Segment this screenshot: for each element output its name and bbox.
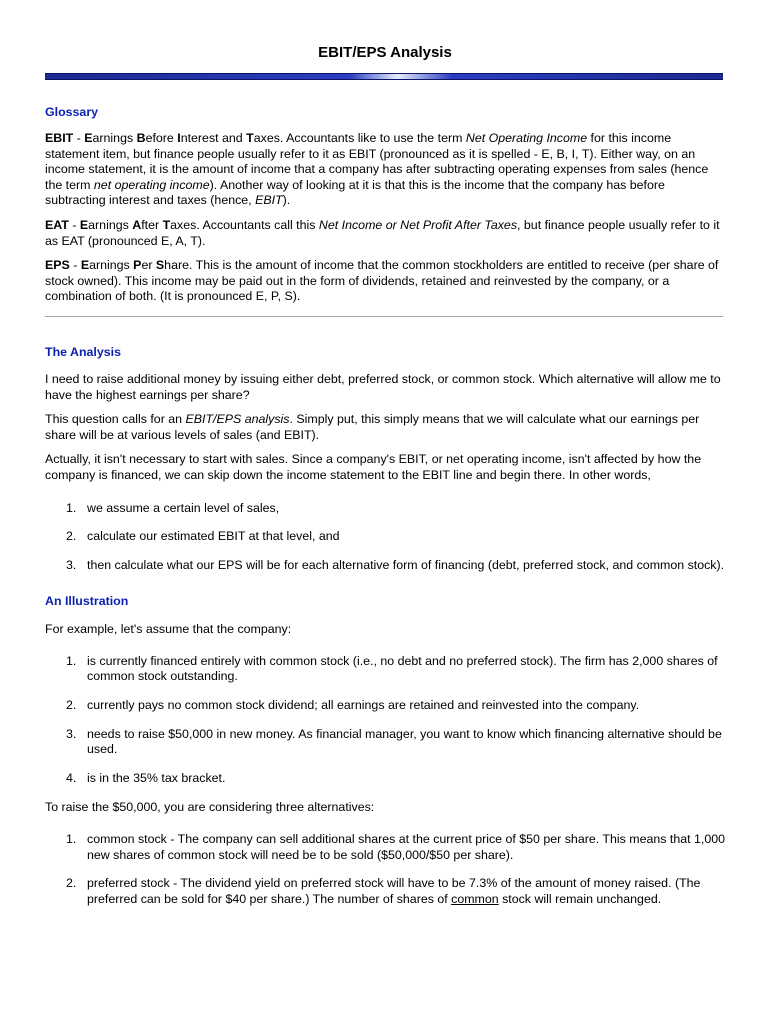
glossary-eps — [45, 258, 725, 305]
list-item — [45, 698, 725, 714]
ebit-term: EBIT — [45, 131, 74, 145]
list-number: 2. — [66, 876, 77, 891]
ebit-sep: - — [73, 131, 85, 145]
list-number: 1. — [66, 832, 77, 847]
eat-term: EAT — [45, 217, 69, 232]
list-text: is in the 35% tax bracket. — [87, 770, 226, 785]
list-text-b: stock will remain unchanged. — [498, 891, 662, 906]
list-text-underlined: common — [451, 891, 499, 906]
ebit-text-2: for this income statement item, but finance people usually refer to it as EBIT (pronounced as it is spelled - E, B, I, T). Either way, on an income statement, it is the amount of income that a company has after subtracting operating expenses from sales (hence the term — [45, 131, 709, 192]
list-number: 1. — [66, 500, 77, 515]
list-text: currently pays no common stock dividend; all earnings are retained and reinvested into the company. — [87, 698, 640, 713]
document-page — [45, 0, 725, 907]
list-text: needs to raise $50,000 in new money. As financial manager, you want to know which financing alternative should be used. — [87, 726, 722, 757]
ebit-text-3: ). Another way of looking at it is that this is the income that the company has before subtracting interest and taxes (hence, — [45, 177, 665, 208]
alternatives-list — [45, 832, 725, 907]
list-item — [45, 654, 725, 685]
list-number: 3. — [66, 557, 77, 572]
eat-rest-2: fter — [141, 217, 163, 232]
illustration-intro: For example, let's assume that the company: — [45, 622, 292, 637]
ebit-rest-2: efore — [145, 131, 178, 145]
section-divider — [45, 316, 723, 317]
ebit-rest-3: nterest and — [180, 131, 247, 145]
analysis-steps-list — [45, 501, 725, 574]
list-number: 2. — [66, 529, 77, 544]
list-item — [45, 771, 725, 787]
ebit-letter-b: B — [136, 131, 146, 145]
eps-rest-3: hare. This is the amount of income that the common stockholders are entitled to receive (per share of stock owned). This income may be paid out in the form of dividends, retained and reinvested by the company, or a combination of both. (It is pronounced E, P, S). — [45, 258, 719, 304]
ebit-em-1: Net Operating Income — [465, 131, 588, 145]
glossary-heading: Glossary — [45, 105, 99, 119]
list-number: 2. — [66, 698, 77, 713]
eat-text-2: , but finance people usually refer to it as EAT (pronounced E, A, T). — [45, 217, 720, 248]
analysis-p2-a: This question calls for an — [45, 412, 186, 427]
glossary-ebit — [45, 131, 725, 209]
list-item — [45, 501, 725, 517]
list-item — [45, 558, 725, 574]
analysis-section — [45, 344, 725, 573]
eat-em-1: Net Income or Net Profit After Taxes — [318, 217, 518, 232]
list-number: 3. — [66, 726, 77, 741]
glossary-section — [45, 104, 725, 305]
analysis-p2-em: EBIT/EPS analysis — [185, 412, 290, 427]
analysis-paragraph-3: Actually, it isn't necessary to start with sales. Since a company's EBIT, or net operating income, isn't affected by how the company is financed, we can skip down the income statement to the EBIT line and begin there. In other words, — [45, 452, 702, 482]
list-text: then calculate what our EPS will be for each alternative form of financing (debt, preferred stock, and common stock). — [87, 557, 725, 572]
eat-letter-t: T — [162, 217, 171, 232]
illustration-heading: An Illustration — [45, 594, 129, 609]
analysis-paragraph-1: I need to raise additional money by issuing either debt, preferred stock, or common stock. Which alternative will allow me to have the highest earnings per share? — [45, 371, 721, 402]
alternatives-intro: To raise the $50,000, you are considering three alternatives: — [45, 800, 375, 815]
list-item — [45, 832, 725, 863]
ebit-em-2: net operating income — [93, 177, 210, 192]
list-text: is currently financed entirely with common stock (i.e., no debt and no preferred stock). The firm has 2,000 shares of common stock outstanding. — [87, 653, 718, 684]
list-number: 1. — [66, 653, 77, 668]
eat-letter-a: A — [132, 217, 142, 232]
list-item — [45, 727, 725, 758]
list-text: common stock - The company can sell additional shares at the current price of $50 per share. This means that 1,000 new shares of common stock will need be to be sold ($50,000/$50 per share). — [87, 832, 725, 862]
page-title: EBIT/EPS Analysis — [318, 44, 452, 61]
analysis-p2-b: . Simply put, this simply means that we will calculate what our earnings per share will be at various levels of sales (and EBIT). — [45, 412, 700, 442]
ebit-em-3: EBIT — [255, 193, 283, 208]
eat-rest-3: axes. Accountants call this — [170, 217, 319, 232]
list-text-a: preferred stock - The dividend yield on preferred stock will have to be 7.3% of the amount of money raised. (The preferred can be sold for $40 per share.) The number of shares of — [87, 876, 701, 906]
eps-letter-s: S — [155, 258, 165, 273]
eps-rest-1: arnings — [89, 258, 134, 273]
list-number: 4. — [66, 770, 77, 785]
ebit-letter-t: T — [246, 131, 254, 145]
glossary-eat — [45, 218, 725, 249]
eps-letter-e: E — [80, 258, 90, 273]
eat-sep: - — [68, 217, 80, 232]
eps-rest-2: er — [141, 258, 156, 273]
list-item — [45, 529, 725, 545]
ebit-rest-4: axes. Accountants like to use the term — [253, 131, 466, 145]
ebit-letter-e: E — [84, 131, 93, 145]
eps-sep: - — [69, 258, 81, 273]
title-divider — [45, 73, 723, 80]
list-item — [45, 876, 725, 907]
ebit-text-4: ). — [282, 193, 291, 208]
eat-letter-e: E — [79, 217, 89, 232]
analysis-paragraph-2 — [45, 412, 725, 443]
illustration-section — [45, 593, 725, 907]
assumptions-list — [45, 654, 725, 787]
ebit-rest-1: arnings — [92, 131, 137, 145]
list-text: calculate our estimated EBIT at that level, and — [87, 529, 340, 544]
ebit-letter-i: I — [177, 131, 181, 145]
list-text: we assume a certain level of sales, — [87, 500, 280, 515]
analysis-heading: The Analysis — [45, 344, 121, 359]
eps-term: EPS — [45, 258, 70, 273]
eps-letter-p: P — [133, 258, 142, 273]
eat-rest-1: arnings — [88, 217, 133, 232]
